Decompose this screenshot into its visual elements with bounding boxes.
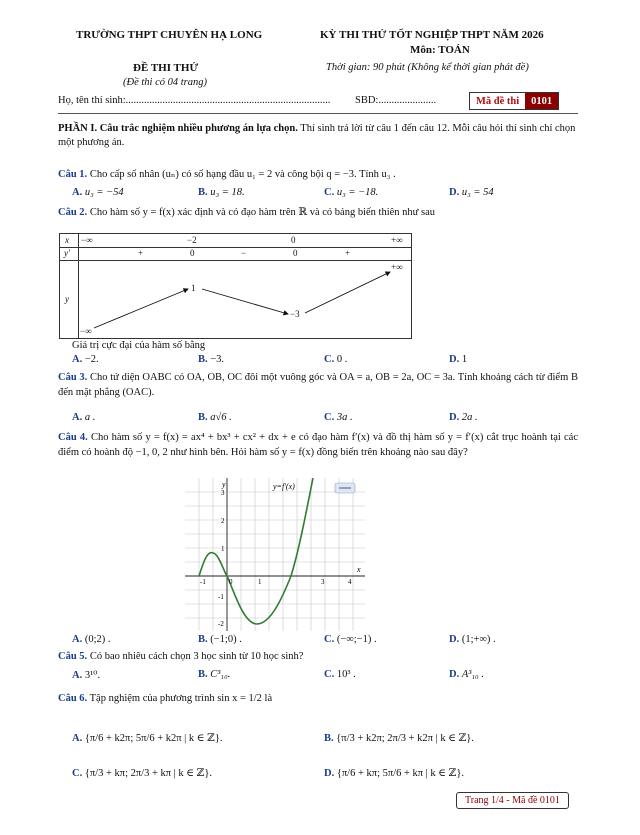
vt-x-3: +∞ [391, 235, 403, 245]
sbd-label: SBD: [355, 95, 379, 106]
vt-arrows [60, 234, 411, 338]
vt-y-3: +∞ [391, 262, 403, 272]
candidate-name-field [58, 95, 330, 106]
subject: Môn: TOÁN [410, 44, 470, 56]
q1-text: Cho cấp số nhân (uₙ) có số hạng đầu u₁ = 2 và công bội q = −3. Tính u₃ . [89, 169, 396, 180]
q1-label: Câu 1. [58, 169, 88, 180]
graph-tick-x-4: 4 [348, 578, 352, 586]
vt-sign-3: 0 [293, 248, 298, 258]
vt-x-1: −2 [187, 235, 197, 245]
q2-option-c[interactable]: C. 0 . [324, 354, 348, 365]
vt-y-1: 1 [191, 283, 196, 293]
q6-option-a[interactable]: A. {π/6 + k2π; 5π/6 + k2π | k ∈ ℤ}. [72, 733, 223, 744]
q4-option-a[interactable]: A. (0;2) . [72, 634, 111, 645]
q6-text: Tập nghiệm của phương trình sin x = 1/2 là [89, 693, 273, 704]
graph-tick-y-1: 1 [221, 545, 225, 553]
q1-option-c[interactable]: C. u₃ = −18. [324, 187, 379, 198]
question-5 [58, 651, 578, 662]
graph-tick-y-neg1: -1 [218, 593, 224, 601]
q2-text: Cho hàm số y = f(x) xác định và có đạo hàm trên ℝ và có bảng biến thiên như sau [89, 207, 435, 218]
derivative-graph [185, 478, 365, 631]
question-1 [58, 168, 578, 180]
q4-option-c[interactable]: C. (−∞;−1) . [324, 634, 377, 645]
question-6 [58, 693, 578, 704]
q4-label: Câu 4. [58, 432, 88, 443]
graph-x-axis-label: x [357, 565, 361, 574]
vt-sign-4: + [345, 248, 351, 258]
school-name: TRƯỜNG THPT CHUYÊN HẠ LONG [76, 29, 263, 41]
q1-option-a[interactable]: A. u₃ = −54 [72, 187, 124, 198]
q4-option-d[interactable]: D. (1;+∞) . [449, 634, 496, 645]
graph-y-axis-label: y [222, 480, 226, 489]
header-divider [58, 113, 578, 114]
vt-sign-0: + [138, 248, 144, 258]
q2-stem: Giá trị cực đại của hàm số bằng [72, 340, 206, 351]
graph-tick-y-neg2: -2 [218, 620, 224, 628]
exam-code-label: Mã đề thi [476, 95, 520, 107]
q5-label: Câu 5. [58, 651, 88, 662]
q3-option-a[interactable]: A. a . [72, 412, 96, 423]
q3-label: Câu 3. [58, 372, 88, 383]
q2-option-a[interactable]: A. −2. [72, 354, 99, 365]
q6-option-c[interactable]: C. {π/3 + kπ; 2π/3 + kπ | k ∈ ℤ}. [72, 768, 213, 779]
graph-tick-x-neg1: -1 [200, 578, 206, 586]
graph-origin: 0 [229, 578, 233, 586]
q3-option-b[interactable]: B. a√6 . [198, 412, 232, 423]
graph-tick-y-3: 3 [221, 489, 225, 497]
section1-heading [58, 122, 578, 150]
question-3 [58, 370, 578, 400]
vt-yp-label: y′ [64, 248, 70, 258]
sbd-field [355, 95, 436, 106]
graph-func-label: y=f′(x) [273, 482, 295, 491]
exam-code-box [469, 92, 559, 110]
q3-text: Cho tứ diện OABC có OA, OB, OC đôi một vuông góc và OA = a, OB = 2a, OC = 3a. Tính khoảng cách từ điểm B đến mặt phẳng (OAC). [58, 372, 578, 398]
graph-toolbar-icon [335, 483, 355, 493]
q5-text: Có bao nhiêu cách chọn 3 học sinh từ 10 học sinh? [89, 651, 304, 662]
q1-option-d[interactable]: D. u₃ = 54 [449, 187, 494, 198]
sbd-dots: ...................... [378, 95, 437, 106]
q2-label: Câu 2. [58, 207, 88, 218]
q3-option-c[interactable]: C. 3a . [324, 412, 353, 423]
section1-desc: Thí sinh trả lời từ câu 1 đến câu 12. Mỗi câu hỏi thí sinh chỉ chọn một phương án. [58, 123, 576, 148]
q6-option-d[interactable]: D. {π/6 + kπ; 5π/6 + kπ | k ∈ ℤ}. [324, 768, 465, 779]
vt-y-label: y [65, 294, 69, 304]
vt-sign-1: 0 [190, 248, 195, 258]
vt-y-2: −3 [290, 309, 300, 319]
q5-option-b[interactable]: B. C³₁₀. [198, 669, 231, 680]
q5-option-a[interactable]: A. 3¹⁰. [72, 670, 101, 681]
graph-tick-y-2: 2 [221, 517, 225, 525]
vt-x-0: −∞ [81, 235, 93, 245]
q5-option-d[interactable]: D. A³₁₀ . [449, 669, 484, 680]
q4-text: Cho hàm số y = f(x) = ax⁴ + bx³ + cx² + dx + e có đạo hàm f′(x) và đồ thị hàm số y = f′(x) cắt trục hoành tại các điểm có hoành độ −1, 0, 2 như hình bên. Hỏi hàm số y = f(x) đồng biến trên khoảng nào sau đây? [58, 432, 578, 458]
q2-option-b[interactable]: B. −3. [198, 354, 225, 365]
question-4 [58, 430, 578, 460]
q4-option-b[interactable]: B. (−1;0) . [198, 634, 242, 645]
q3-option-d[interactable]: D. 2a . [449, 412, 478, 423]
q6-label: Câu 6. [58, 693, 88, 704]
name-dots: .............................................................................. [125, 95, 331, 106]
name-label: Họ, tên thí sinh: [58, 95, 126, 106]
section1-title: PHẦN I. Câu trắc nghiệm nhiều phương án lựa chọn. [58, 123, 298, 134]
q2-option-d[interactable]: D. 1 [449, 354, 468, 365]
exam-code-value: 0101 [525, 93, 558, 109]
q5-option-c[interactable]: C. 10³ . [324, 669, 356, 680]
q1-option-b[interactable]: B. u₃ = 18. [198, 187, 245, 198]
vt-x-2: 0 [291, 235, 296, 245]
graph-tick-x-3: 3 [321, 578, 325, 586]
q6-option-b[interactable]: B. {π/3 + k2π; 2π/3 + k2π | k ∈ ℤ}. [324, 733, 474, 744]
graph-tick-x-1: 1 [258, 578, 262, 586]
time-note: Thời gian: 90 phút (Không kể thời gian phát đề) [326, 62, 529, 73]
question-2 [58, 206, 578, 218]
vt-sign-2: − [241, 248, 247, 258]
page-footer: Trang 1/4 - Mã đề 0101 [456, 792, 569, 809]
vt-y-0: −∞ [80, 326, 92, 336]
doc-type: ĐỀ THI THỬ [133, 62, 199, 74]
variation-table [59, 233, 412, 339]
exam-title: KỲ THI THỬ TỐT NGHIỆP THPT NĂM 2026 [320, 29, 544, 41]
vt-x-label: x [65, 235, 69, 245]
pages-note: (Đề thi có 04 trang) [123, 77, 207, 88]
